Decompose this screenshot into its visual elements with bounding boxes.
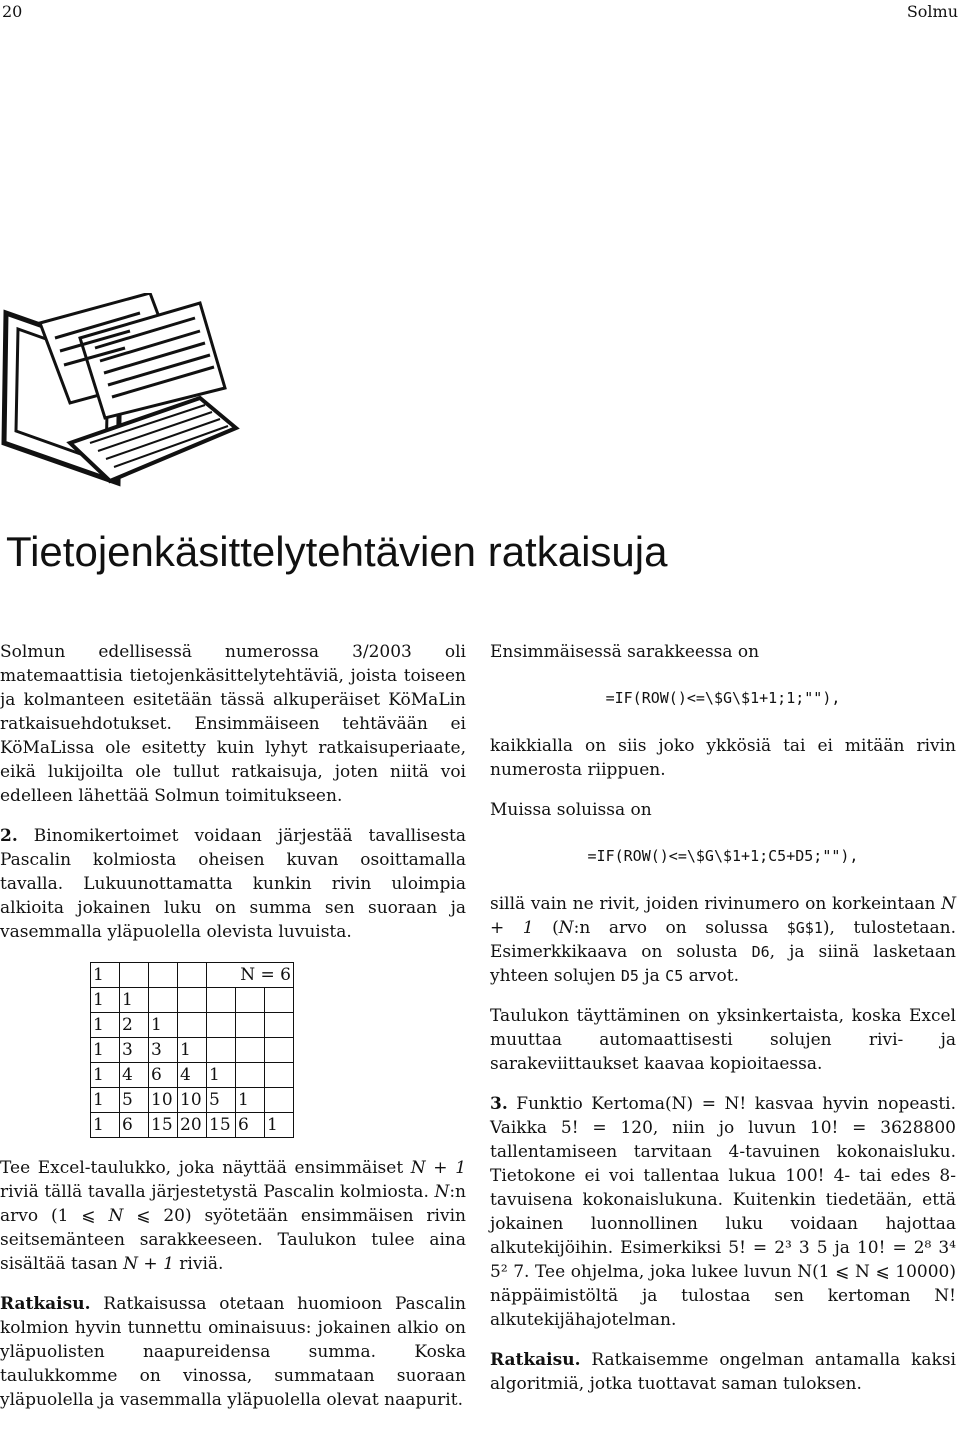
table-cell: 6 (120, 1113, 149, 1138)
table-cell (265, 988, 294, 1013)
papers-on-computer-icon (0, 293, 240, 503)
table-cell (149, 988, 178, 1013)
table-cell (236, 1063, 265, 1088)
table-cell: 1 (91, 1088, 120, 1113)
table-cell (178, 963, 207, 988)
table-cell (265, 1063, 294, 1088)
table-cell (265, 1038, 294, 1063)
table-cell: 1 (178, 1038, 207, 1063)
table-cell (149, 963, 178, 988)
table-row (91, 1063, 294, 1088)
left-column (0, 640, 466, 1428)
table-cell: 15 (207, 1113, 236, 1138)
table-cell: 6 (236, 1113, 265, 1138)
n-value-label: N = 6 (207, 963, 294, 988)
table-row (91, 1088, 294, 1113)
solution-3-paragraph (490, 1348, 956, 1396)
table-cell: 1 (120, 988, 149, 1013)
first-column-intro: Ensimmäisessä sarakkeessa on (490, 642, 760, 662)
table-cell (265, 1013, 294, 1038)
solution-3-label: Ratkaisu. (490, 1350, 581, 1370)
task-3-paragraph (490, 1092, 956, 1332)
table-cell (236, 1013, 265, 1038)
table-cell: 2 (120, 1013, 149, 1038)
table-row (91, 988, 294, 1013)
table-cell: 1 (149, 1013, 178, 1038)
table-cell: 15 (149, 1113, 178, 1138)
table-cell (120, 963, 149, 988)
formula-first-column: =IF(ROW()<=\$G\$1+1;1;""), (605, 689, 841, 707)
table-cell (265, 1088, 294, 1113)
table-row (91, 963, 294, 988)
task-2-number: 2. (0, 826, 18, 846)
table-cell: 6 (149, 1063, 178, 1088)
task-2-paragraph (0, 824, 466, 944)
table-cell: 5 (120, 1088, 149, 1113)
page-header (0, 0, 960, 24)
article-title: Tietojenkäsittelytehtävien ratkaisuja (6, 528, 668, 575)
other-cells-intro: Muissa soluissa on (490, 800, 652, 820)
page-number: 20 (2, 2, 23, 21)
table-cell: 3 (149, 1038, 178, 1063)
table-row (91, 1113, 294, 1138)
table-cell: 1 (91, 988, 120, 1013)
table-cell (178, 988, 207, 1013)
table-cell (236, 988, 265, 1013)
task-2-text: Binomikertoimet voidaan järjestää tavallisesta Pascalin kolmiosta oheisen kuvan osoittamalla tavalla. Lukuunottamatta kunkin rivin uloimpia alkioita jokainen luku on summa sen suoraan ja vasemmalla yläpuolella olevista luvuista. (0, 826, 467, 942)
table-cell (207, 988, 236, 1013)
first-column-explanation: kaikkialla on siis joko ykkösiä tai ei mitään rivin numerosta riippuen. (490, 736, 956, 780)
task-3-text: Funktio Kertoma(N) = N! kasvaa hyvin nopeasti. Vaikka 5! = 120, niin jo luvun 10! = 3628800 tallentamiseen tarvitaan 4-tavuinen kokonaisluku. Tietokone ei voi tallentaa lukua 100! 4- tai edes 8-tavuisena kokonaislukuna. Kuitenkin tiedetään, että jokainen luonnollinen luku voidaan hajottaa alkutekijöihin. Esimerkiksi 5! = 2³ 3 5 ja 10! = 2⁸ 3⁴ 5² 7. Tee ohjelma, joka lukee luvun N(1 ⩽ N ⩽ 10000) näppäimistöltä ja tulostaa sen kertoman N! alkutekijähajotelman. (490, 1094, 956, 1330)
solution-3-text: Ratkaisemme ongelman antamalla kaksi algoritmiä, jotka tuottavat saman tuloksen. (490, 1350, 956, 1394)
table-cell: 3 (120, 1038, 149, 1063)
table-cell (178, 1013, 207, 1038)
task-2-instructions: Tee Excel-taulukko, joka näyttää ensimmäiset N + 1 riviä tällä tavalla järjestetystä Pascalin kolmiosta. N:n arvo (1 ⩽ N ⩽ 20) syötetään ensimmäisen rivin seitsemänteen sarakkeeseen. Taulukon tulee aina sisältää tasan N + 1 riviä. (0, 1158, 467, 1274)
table-cell: 20 (178, 1113, 207, 1138)
table-cell: 10 (149, 1088, 178, 1113)
table-cell: 10 (178, 1088, 207, 1113)
journal-name: Solmu (906, 2, 958, 21)
solution-label: Ratkaisu. (0, 1294, 91, 1314)
copy-paragraph: Taulukon täyttäminen on yksinkertaista, koska Excel muuttaa automaattisesti solujen rivi- ja sarakeviittaukset kaavaa kopioitaessa. (490, 1006, 956, 1074)
table-cell (207, 1013, 236, 1038)
other-cells-explanation: sillä vain ne rivit, joiden rivinumero on korkeintaan N + 1 (N:n arvo on solussa $G$1), tulostetaan. Esimerkkikaava on solusta D6, ja siinä lasketaan yhteen solujen D5 ja C5 arvot. (490, 894, 956, 986)
table-cell: 1 (91, 1013, 120, 1038)
table-cell (236, 1038, 265, 1063)
solution-text: Ratkaisussa otetaan huomioon Pascalin kolmion hyvin tunnettu ominaisuus: jokainen alkio on yläpuolisten naapureidensa summa. Koska taulukkomme on vinossa, summataan suoraan yläpuolella ja vasemmalla yläpuolella olevat naapurit. (0, 1294, 466, 1410)
task-3-number: 3. (490, 1094, 508, 1114)
pascal-triangle-table (90, 962, 294, 1138)
table-cell: 1 (91, 1113, 120, 1138)
right-column (490, 640, 956, 1412)
table-cell: 4 (178, 1063, 207, 1088)
table-row (91, 1038, 294, 1063)
table-cell: 1 (207, 1063, 236, 1088)
table-cell (207, 1038, 236, 1063)
table-cell: 5 (207, 1088, 236, 1113)
intro-paragraph: Solmun edellisessä numerossa 3/2003 oli matemaattisia tietojenkäsittelytehtäviä, joista toiseen ja kolmanteen esitetään tässä alkuperäiset KöMaLin ratkaisuehdotukset. Ensimmäiseen tehtävään ei KöMaLissa ole esitetty kuin lyhyt ratkaisuperiaate, eikä lukijoilta ole tullut ratkaisuja, joten niitä voi edelleen lähettää Solmun toimitukseen. (0, 642, 466, 806)
table-cell: 1 (91, 1063, 120, 1088)
solution-2-paragraph (0, 1292, 466, 1412)
table-cell: 1 (91, 1038, 120, 1063)
table-row (91, 1013, 294, 1038)
formula-other-cells: =IF(ROW()<=\$G\$1+1;C5+D5;""), (587, 847, 859, 865)
table-cell: 1 (236, 1088, 265, 1113)
table-cell: 1 (91, 963, 120, 988)
table-cell: 4 (120, 1063, 149, 1088)
table-cell: 1 (265, 1113, 294, 1138)
